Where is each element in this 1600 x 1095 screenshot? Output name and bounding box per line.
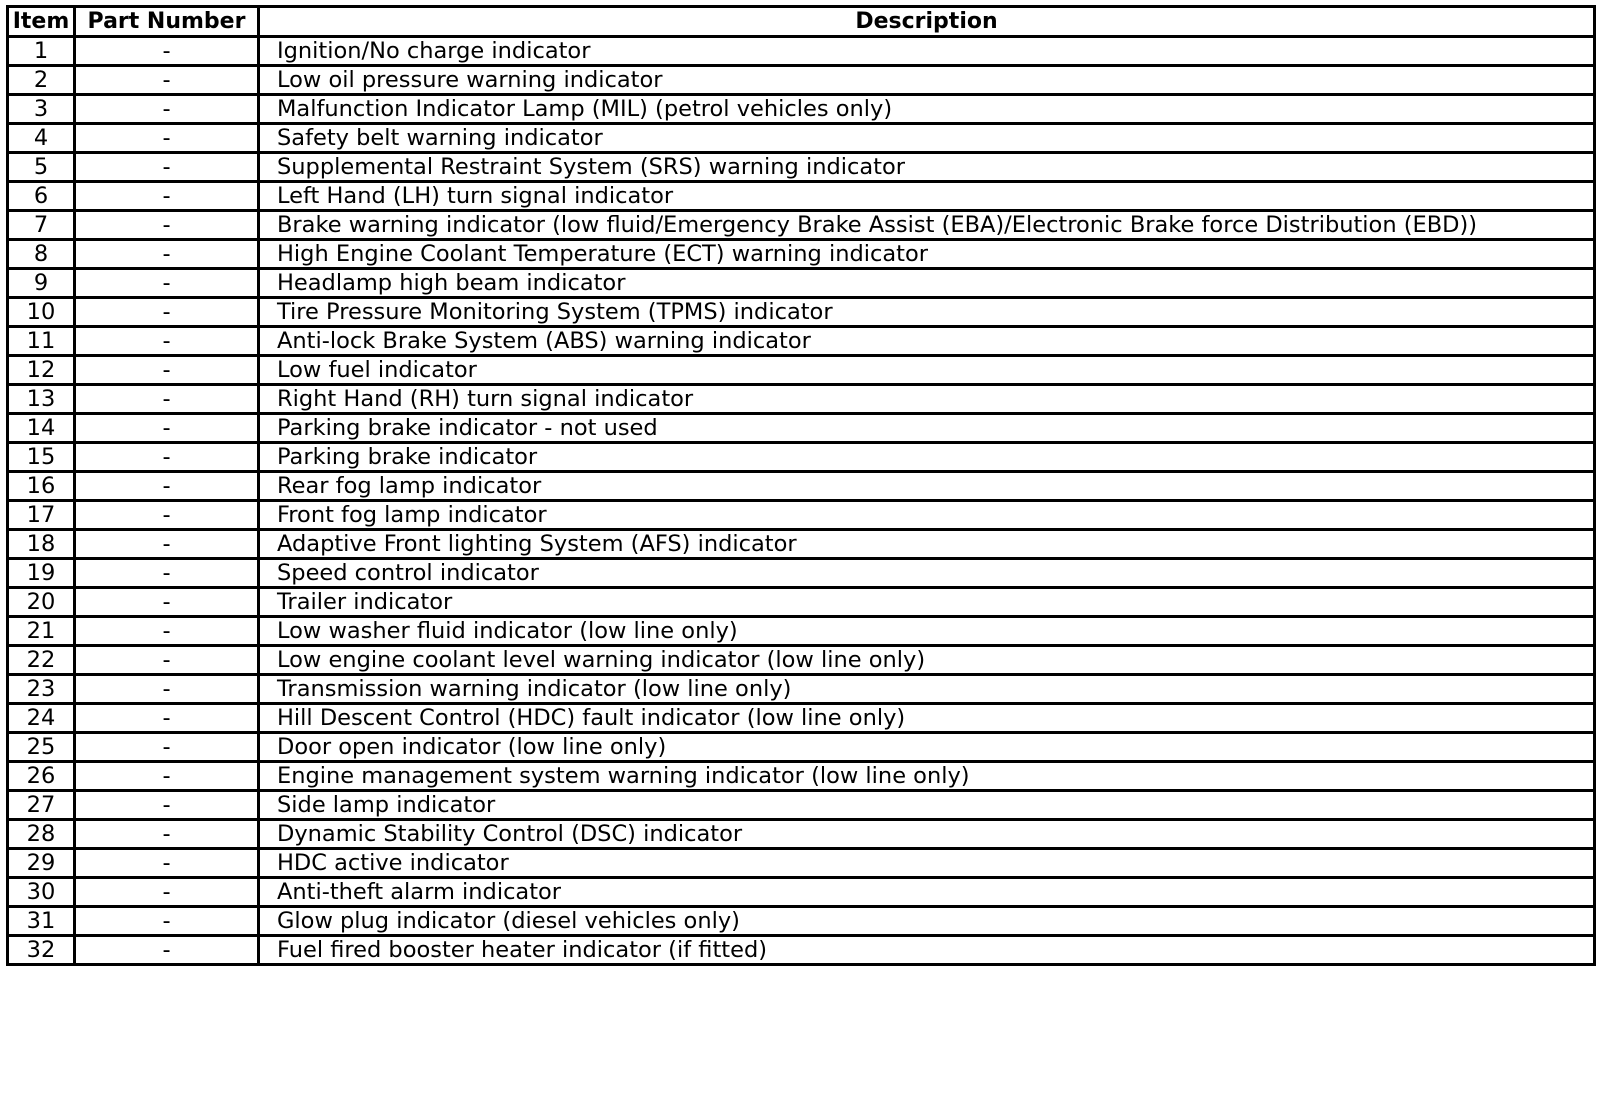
description-cell: High Engine Coolant Temperature (ECT) warning indicator xyxy=(259,240,1595,269)
description-cell: Engine management system warning indicator (low line only) xyxy=(259,762,1595,791)
part-number-cell: - xyxy=(75,501,259,530)
description-cell: Adaptive Front lighting System (AFS) indicator xyxy=(259,530,1595,559)
table-row xyxy=(8,298,1595,327)
item-number-cell: 18 xyxy=(8,530,75,559)
part-number-cell: - xyxy=(75,327,259,356)
table-row xyxy=(8,414,1595,443)
item-number-cell: 1 xyxy=(8,37,75,66)
description-cell: Trailer indicator xyxy=(259,588,1595,617)
table-row xyxy=(8,356,1595,385)
item-number-cell: 23 xyxy=(8,675,75,704)
table-row xyxy=(8,66,1595,95)
table-row xyxy=(8,791,1595,820)
table-row xyxy=(8,37,1595,66)
item-number-cell: 16 xyxy=(8,472,75,501)
part-number-cell: - xyxy=(75,559,259,588)
description-cell: Glow plug indicator (diesel vehicles only) xyxy=(259,907,1595,936)
part-number-cell: - xyxy=(75,617,259,646)
table-row xyxy=(8,385,1595,414)
description-cell: Ignition/No charge indicator xyxy=(259,37,1595,66)
description-cell: Parking brake indicator - not used xyxy=(259,414,1595,443)
item-number-cell: 25 xyxy=(8,733,75,762)
part-number-cell: - xyxy=(75,356,259,385)
part-number-cell: - xyxy=(75,472,259,501)
table-row xyxy=(8,617,1595,646)
table-row xyxy=(8,211,1595,240)
table-row xyxy=(8,501,1595,530)
table-row xyxy=(8,646,1595,675)
indicator-legend-table xyxy=(6,5,1596,966)
description-cell: Malfunction Indicator Lamp (MIL) (petrol vehicles only) xyxy=(259,95,1595,124)
item-number-cell: 29 xyxy=(8,849,75,878)
description-cell: Tire Pressure Monitoring System (TPMS) indicator xyxy=(259,298,1595,327)
item-number-cell: 21 xyxy=(8,617,75,646)
part-number-cell: - xyxy=(75,95,259,124)
item-number-cell: 31 xyxy=(8,907,75,936)
column-header-description: Description xyxy=(259,7,1595,37)
table-row xyxy=(8,849,1595,878)
item-number-cell: 8 xyxy=(8,240,75,269)
description-cell: Fuel fired booster heater indicator (if fitted) xyxy=(259,936,1595,965)
table-row xyxy=(8,327,1595,356)
part-number-cell: - xyxy=(75,733,259,762)
item-number-cell: 10 xyxy=(8,298,75,327)
part-number-cell: - xyxy=(75,269,259,298)
table-row xyxy=(8,95,1595,124)
table-row xyxy=(8,153,1595,182)
description-cell: Low oil pressure warning indicator xyxy=(259,66,1595,95)
part-number-cell: - xyxy=(75,240,259,269)
part-number-cell: - xyxy=(75,762,259,791)
description-cell: Hill Descent Control (HDC) fault indicator (low line only) xyxy=(259,704,1595,733)
table-row xyxy=(8,762,1595,791)
table-row xyxy=(8,472,1595,501)
item-number-cell: 22 xyxy=(8,646,75,675)
description-cell: Anti-lock Brake System (ABS) warning indicator xyxy=(259,327,1595,356)
item-number-cell: 4 xyxy=(8,124,75,153)
table-row xyxy=(8,820,1595,849)
item-number-cell: 2 xyxy=(8,66,75,95)
table-row xyxy=(8,559,1595,588)
description-cell: HDC active indicator xyxy=(259,849,1595,878)
part-number-cell: - xyxy=(75,675,259,704)
part-number-cell: - xyxy=(75,646,259,675)
table-row xyxy=(8,936,1595,965)
part-number-cell: - xyxy=(75,153,259,182)
column-header-part-number: Part Number xyxy=(75,7,259,37)
description-cell: Headlamp high beam indicator xyxy=(259,269,1595,298)
part-number-cell: - xyxy=(75,385,259,414)
table-header-row xyxy=(8,7,1595,37)
description-cell: Right Hand (RH) turn signal indicator xyxy=(259,385,1595,414)
item-number-cell: 11 xyxy=(8,327,75,356)
table-row xyxy=(8,443,1595,472)
description-cell: Anti-theft alarm indicator xyxy=(259,878,1595,907)
description-cell: Brake warning indicator (low fluid/Emergency Brake Assist (EBA)/Electronic Brake force Distribution (EBD)) xyxy=(259,211,1595,240)
part-number-cell: - xyxy=(75,791,259,820)
description-cell: Rear fog lamp indicator xyxy=(259,472,1595,501)
column-header-item: Item xyxy=(8,7,75,37)
item-number-cell: 15 xyxy=(8,443,75,472)
table-row xyxy=(8,124,1595,153)
item-number-cell: 20 xyxy=(8,588,75,617)
part-number-cell: - xyxy=(75,878,259,907)
item-number-cell: 6 xyxy=(8,182,75,211)
item-number-cell: 27 xyxy=(8,791,75,820)
description-cell: Transmission warning indicator (low line only) xyxy=(259,675,1595,704)
item-number-cell: 12 xyxy=(8,356,75,385)
table-row xyxy=(8,907,1595,936)
part-number-cell: - xyxy=(75,530,259,559)
description-cell: Safety belt warning indicator xyxy=(259,124,1595,153)
part-number-cell: - xyxy=(75,66,259,95)
table-row xyxy=(8,182,1595,211)
item-number-cell: 19 xyxy=(8,559,75,588)
description-cell: Parking brake indicator xyxy=(259,443,1595,472)
description-cell: Low engine coolant level warning indicator (low line only) xyxy=(259,646,1595,675)
table-row xyxy=(8,733,1595,762)
part-number-cell: - xyxy=(75,37,259,66)
table-row xyxy=(8,530,1595,559)
item-number-cell: 5 xyxy=(8,153,75,182)
item-number-cell: 26 xyxy=(8,762,75,791)
description-cell: Front fog lamp indicator xyxy=(259,501,1595,530)
table-row xyxy=(8,269,1595,298)
item-number-cell: 3 xyxy=(8,95,75,124)
description-cell: Low washer fluid indicator (low line only) xyxy=(259,617,1595,646)
part-number-cell: - xyxy=(75,907,259,936)
item-number-cell: 9 xyxy=(8,269,75,298)
part-number-cell: - xyxy=(75,124,259,153)
part-number-cell: - xyxy=(75,211,259,240)
table-row xyxy=(8,704,1595,733)
item-number-cell: 28 xyxy=(8,820,75,849)
table-row xyxy=(8,240,1595,269)
item-number-cell: 32 xyxy=(8,936,75,965)
part-number-cell: - xyxy=(75,588,259,617)
item-number-cell: 24 xyxy=(8,704,75,733)
item-number-cell: 7 xyxy=(8,211,75,240)
item-number-cell: 17 xyxy=(8,501,75,530)
description-cell: Supplemental Restraint System (SRS) warning indicator xyxy=(259,153,1595,182)
description-cell: Speed control indicator xyxy=(259,559,1595,588)
part-number-cell: - xyxy=(75,936,259,965)
part-number-cell: - xyxy=(75,443,259,472)
part-number-cell: - xyxy=(75,414,259,443)
description-cell: Dynamic Stability Control (DSC) indicator xyxy=(259,820,1595,849)
item-number-cell: 30 xyxy=(8,878,75,907)
table-row xyxy=(8,675,1595,704)
part-number-cell: - xyxy=(75,182,259,211)
table-row xyxy=(8,878,1595,907)
description-cell: Left Hand (LH) turn signal indicator xyxy=(259,182,1595,211)
item-number-cell: 14 xyxy=(8,414,75,443)
part-number-cell: - xyxy=(75,849,259,878)
part-number-cell: - xyxy=(75,298,259,327)
table-body xyxy=(8,37,1595,965)
description-cell: Side lamp indicator xyxy=(259,791,1595,820)
table-row xyxy=(8,588,1595,617)
part-number-cell: - xyxy=(75,704,259,733)
part-number-cell: - xyxy=(75,820,259,849)
description-cell: Door open indicator (low line only) xyxy=(259,733,1595,762)
description-cell: Low fuel indicator xyxy=(259,356,1595,385)
item-number-cell: 13 xyxy=(8,385,75,414)
